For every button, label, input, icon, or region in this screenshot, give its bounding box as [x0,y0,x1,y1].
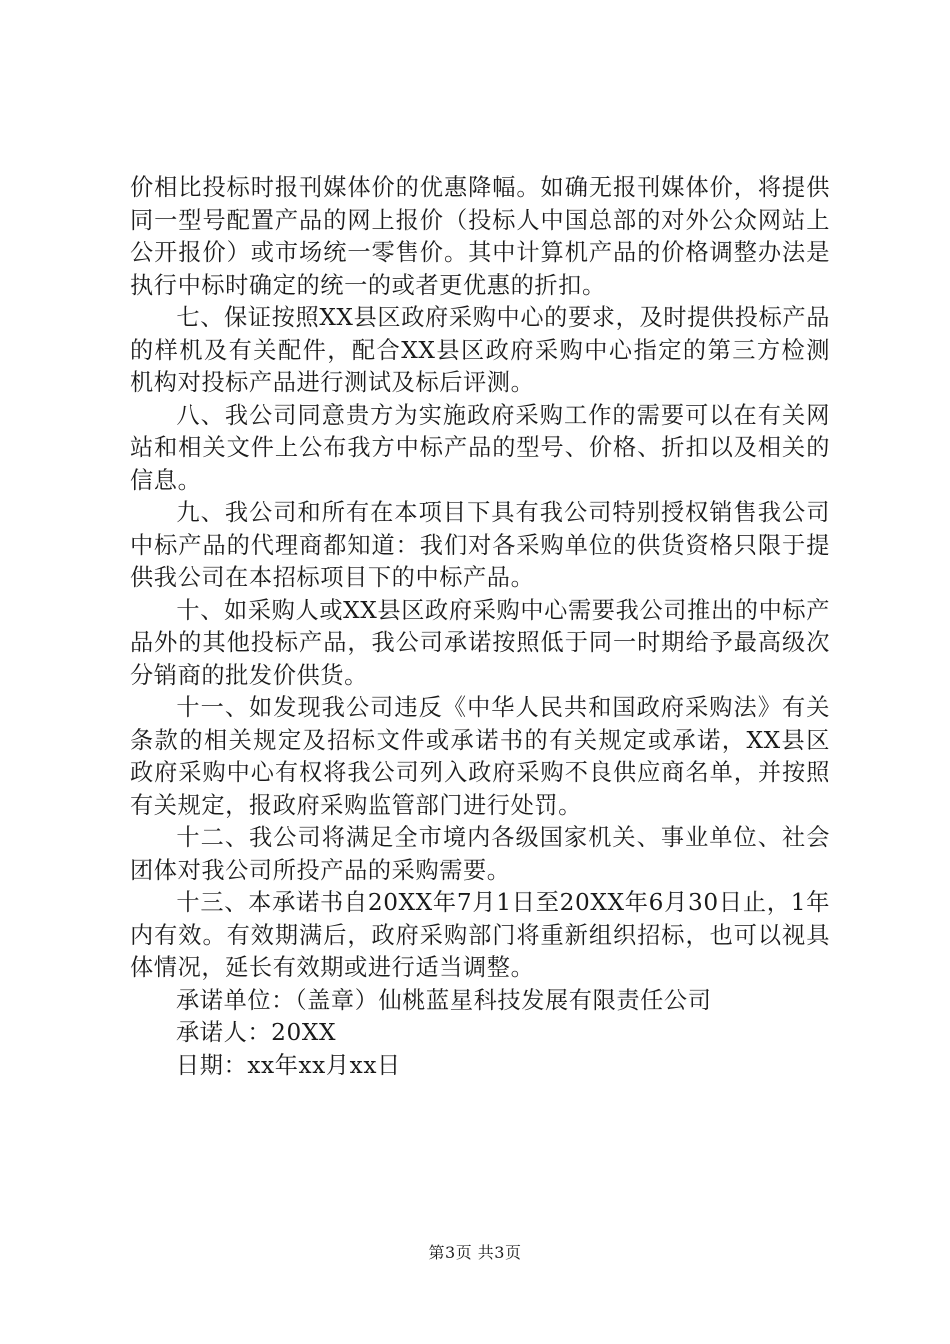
paragraph-clause-12: 十二、我公司将满足全市境内各级国家机关、事业单位、社会团体对我公司所投产品的采购需要。 [130,824,830,884]
paragraph-clause-11: 十一、如发现我公司违反《中华人民共和国政府采购法》有关条款的相关规定及招标文件或承诺书的有关规定或承诺，XX县区政府采购中心有权将我公司列入政府采购不良供应商名单，并按照有关规定，报政府采购监管部门进行处罚。 [130,694,830,819]
signature-unit: 承诺单位：（盖章）仙桃蓝星科技发展有限责任公司 [176,986,712,1014]
paragraph-price-discount: 价相比投标时报刊媒体价的优惠降幅。如确无报刊媒体价，将提供同一型号配置产品的网上报价（投标人中国总部的对外公众网站上公开报价）或市场统一零售价。其中计算机产品的价格调整办法是执行中标时确定的统一的或者更优惠的折扣。 [130,174,830,299]
paragraph-clause-10: 十、如采购人或XX县区政府采购中心需要我公司推出的中标产品外的其他投标产品，我公司承诺按照低于同一时期给予最高级次分销商的批发价供货。 [130,596,830,689]
signature-person: 承诺人：20XX [176,1019,337,1046]
signature-date: 日期：xx年xx月xx日 [176,1051,401,1079]
paragraph-clause-9: 九、我公司和所有在本项目下具有我公司特别授权销售我公司中标产品的代理商都知道：我们对各采购单位的供货资格只限于提供我公司在本招标项目下的中标产品。 [130,499,830,591]
page-footer: 第3页 共3页 [428,1243,522,1262]
paragraph-clause-7: 七、保证按照XX县区政府采购中心的要求，及时提供投标产品的样机及有关配件，配合XX县区政府采购中心指定的第三方检测机构对投标产品进行测试及标后评测。 [130,304,830,396]
paragraph-clause-13: 十三、本承诺书自20XX年7月1日至20XX年6月30日止，1年内有效。有效期满后，政府采购部门将重新组织招标，也可以视具体情况，延长有效期或进行适当调整。 [130,889,830,981]
document-body [130,172,830,1082]
paragraph-clause-8: 八、我公司同意贵方为实施政府采购工作的需要可以在有关网站和相关文件上公布我方中标产品的型号、价格、折扣以及相关的信息。 [130,401,830,494]
